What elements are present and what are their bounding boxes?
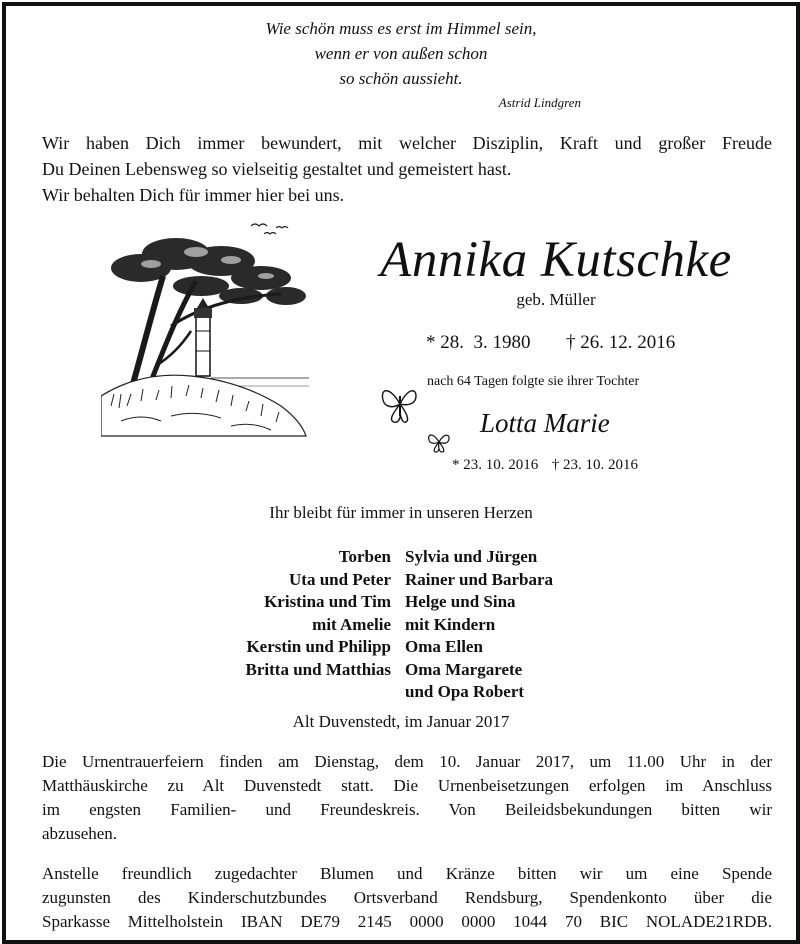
butterfly-icon: [380, 382, 420, 426]
obituary-notice: [2, 2, 800, 944]
small-butterfly-icon: [426, 430, 452, 454]
mourner: Kristina und Tim: [264, 592, 391, 611]
intro-line: Du Deinen Lebensweg so vielseitig gestaltet und gemeistert hast.: [42, 159, 512, 179]
daughter-dates: [452, 457, 638, 474]
donation-line: Anstelle freundlich zugedachter Blumen und Kränze bitten wir um eine Spende: [42, 864, 772, 883]
heart-line: Ihr bleibt für immer in unseren Herzen: [269, 503, 533, 522]
mourners-right: [405, 546, 553, 704]
quote: [6, 16, 796, 112]
intro-text: [42, 130, 772, 208]
quote-author: Astrid Lindgren: [498, 95, 581, 110]
mourner: Helge und Sina: [405, 592, 516, 611]
deceased-dates: [426, 332, 716, 354]
donation-line: Sparkasse Mittelholstein IBAN DE79 2145 0000 0000 1044 70 BIC NOLADE21RDB.: [42, 912, 772, 931]
daughter-birth-date: * 23. 10. 2016: [452, 457, 539, 473]
place-date: Alt Duvenstedt, im Januar 2017: [292, 712, 510, 731]
quote-line: so schön aussieht.: [339, 69, 463, 88]
intro-line: Wir haben Dich immer bewundert, mit welcher Disziplin, Kraft und großer Freude: [42, 133, 772, 153]
daughter-name: Lotta Marie: [480, 408, 610, 438]
mourner: Rainer und Barbara: [405, 569, 553, 589]
maiden-name: geb. Müller: [516, 290, 596, 309]
intro-line: Wir behalten Dich für immer hier bei uns.: [42, 185, 345, 205]
deceased-name: Annika Kutschke: [380, 232, 732, 288]
mourner: Britta und Matthias: [245, 659, 391, 679]
lighthouse-tree-illustration: [101, 216, 311, 446]
mourner: mit Amelie: [312, 614, 391, 634]
mourner: Uta und Peter: [289, 569, 391, 589]
ceremony-text: [42, 750, 772, 846]
mourner: mit Kindern: [405, 614, 496, 634]
donation-text: [42, 862, 772, 934]
quote-line: wenn er von außen schon: [314, 44, 488, 63]
mourner: und Opa Robert: [405, 682, 525, 701]
ceremony-line: Die Urnentrauerfeiern finden am Dienstag, dem 10. Januar 2017, um 11.00 Uhr in der: [42, 752, 772, 771]
daughter-death-date: † 23. 10. 2016: [551, 457, 638, 473]
donation-line: zugunsten des Kinderschutzbundes Ortsverband Rendsburg, Spendenkonto über die: [42, 888, 772, 907]
daughter-note: nach 64 Tagen folgte sie ihrer Tochter: [427, 374, 640, 389]
quote-line: Wie schön muss es erst im Himmel sein,: [265, 19, 537, 38]
mourners-left: [246, 546, 391, 681]
mourner: Torben: [338, 547, 391, 566]
mourner: Kerstin und Philipp: [246, 637, 391, 656]
ceremony-line: abzusehen.: [42, 824, 118, 843]
mourner: Oma Margarete: [405, 659, 523, 679]
ceremony-line: Matthäuskirche zu Alt Duvenstedt statt. Die Urnenbeisetzungen erfolgen im Anschluss: [42, 776, 772, 795]
ceremony-line: im engsten Familien- und Freundeskreis. Von Beileidsbekundungen bitten wir: [42, 800, 772, 819]
mourner: Sylvia und Jürgen: [405, 547, 538, 566]
mourner: Oma Ellen: [405, 637, 483, 656]
death-date: † 26. 12. 2016: [566, 332, 676, 353]
birth-date: * 28. 3. 1980: [426, 332, 531, 353]
